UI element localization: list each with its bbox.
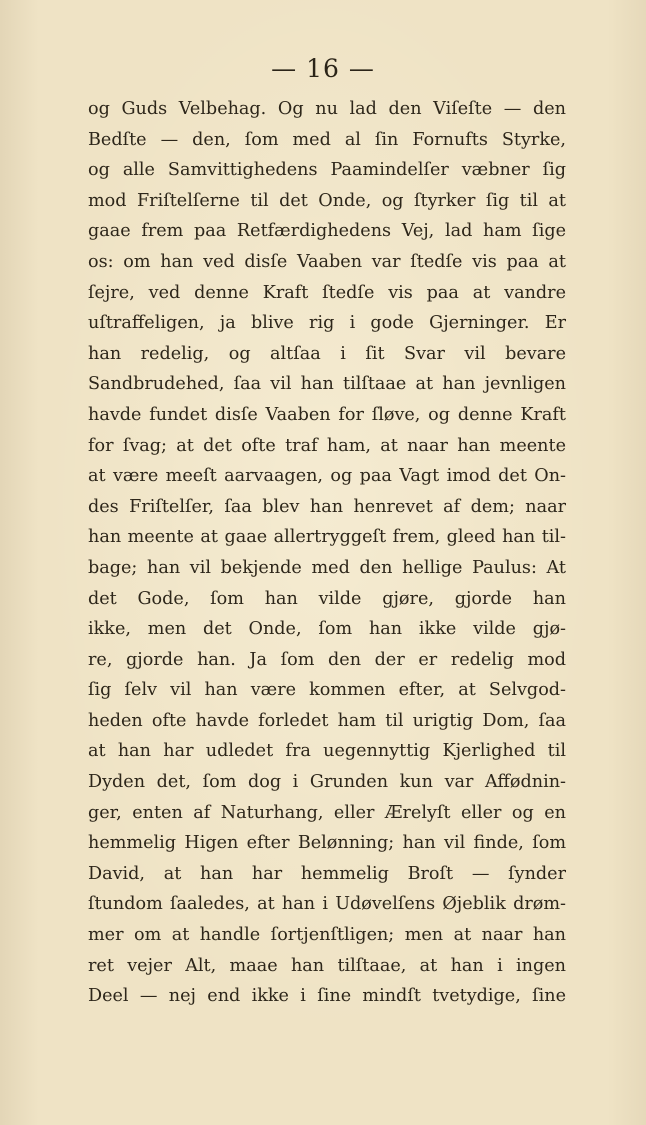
text-line: mod Friſtelſerne til det Onde, og ſtyrker ſig til at	[88, 190, 566, 211]
text-line: han meente at gaae allertryggeſt frem, gleed han til-	[88, 527, 566, 548]
text-line: og alle Samvittighedens Paamindelſer væbner ſig	[88, 160, 566, 181]
text-line: heden ofte havde forledet ham til urigtig Dom, ſaa	[88, 710, 566, 731]
text-line: des Friſtelſer, ſaa blev han henrevet af dem; naar	[88, 496, 566, 517]
text-line: at være meeſt aarvaagen, og paa Vagt imod det On-	[88, 466, 566, 487]
text-line: Deel — nej end ikke i ſine mindſt tvetydige, ſine	[88, 986, 566, 1007]
text-line: uſtraffeligen, ja blive rig i gode Gjerninger. Er	[88, 313, 566, 334]
text-line: os: om han ved disſe Vaaben var ſtedſe vis paa at	[88, 251, 566, 272]
text-line: Dyden det, ſom dog i Grunden kun var Affødnin-	[88, 772, 566, 793]
text-line: han redelig, og altſaa i ſit Svar vil bevare	[88, 343, 566, 364]
text-line: ger, enten af Naturhang, eller Ærelyſt eller og en	[88, 802, 566, 823]
text-line: mer om at handle ſortjenſtligen; men at naar han	[88, 925, 566, 946]
text-line: Bedſte — den, ſom med al ſin Fornufts Styrke,	[88, 129, 566, 150]
text-line: ſig ſelv vil han være kommen efter, at Selvgod-	[88, 680, 566, 701]
text-line: David, at han har hemmelig Broſt — ſynder	[88, 863, 566, 884]
text-line: og Guds Velbehag. Og nu lad den Viſeſte — den	[88, 99, 566, 119]
text-line: ſejre, ved denne Kraft ſtedſe vis paa at vandre	[88, 282, 566, 303]
text-line: at han har udledet fra uegennyttig Kjerlighed til	[88, 741, 566, 762]
text-line: Sandbrudehed, ſaa vil han tilſtaae at han jevnligen	[88, 374, 566, 395]
text-line: ſtundom ſaaledes, at han i Udøvelſens Øjeblik drøm-	[88, 894, 566, 915]
text-line: re, gjorde han. Ja ſom den der er redelig mod	[88, 649, 566, 670]
text-line: havde fundet disſe Vaaben for ſløve, og denne Kraft	[88, 404, 566, 425]
text-line: gaae frem paa Retfærdighedens Vej, lad ham ſige	[88, 221, 566, 242]
text-line: ikke, men det Onde, ſom han ikke vilde gjø-	[88, 619, 566, 640]
text-line: det Gode, ſom han vilde gjøre, gjorde han	[88, 588, 566, 609]
page-number: — 16 —	[271, 54, 375, 83]
text-line: for ſvag; at det ofte traf ham, at naar han meente	[88, 435, 566, 456]
text-line: ret vejer Alt, maae han tilſtaae, at han i ingen	[88, 955, 566, 976]
text-line: hemmelig Higen efter Belønning; han vil finde, ſom	[88, 833, 566, 854]
text-line: bage; han vil bekjende med den hellige Paulus: At	[88, 557, 566, 578]
body-text	[88, 94, 566, 1012]
